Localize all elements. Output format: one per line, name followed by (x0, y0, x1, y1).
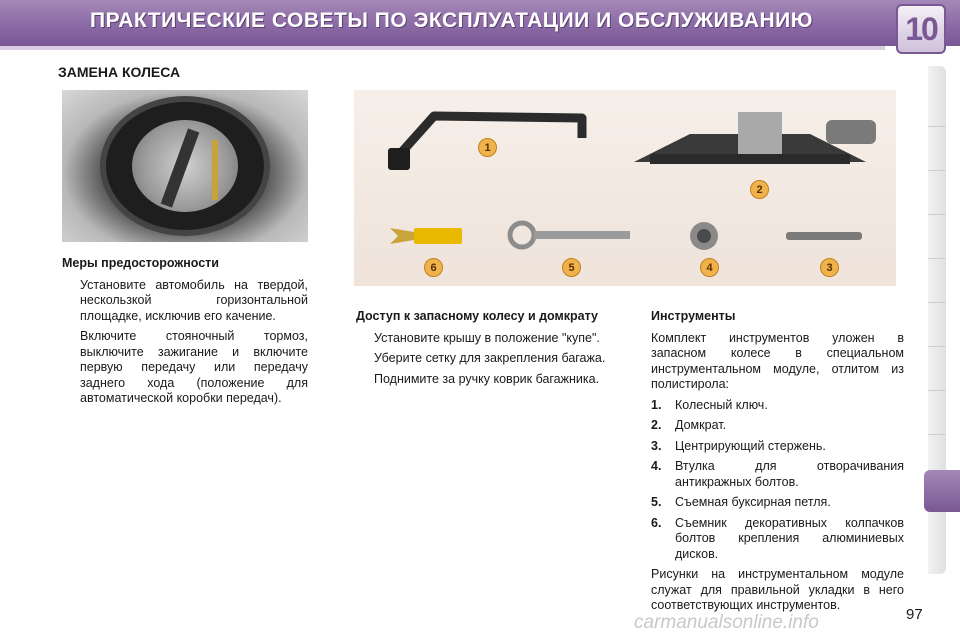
tools-illustration (354, 90, 896, 286)
bullet-icon (356, 331, 374, 347)
anti-theft-socket-image (688, 218, 724, 254)
tool-item (651, 459, 904, 490)
chapter-badge: 10 (896, 4, 946, 54)
page-number: 97 (906, 606, 923, 623)
precautions-heading: Меры предосторожности (62, 256, 219, 270)
tool-item-number: 3. (651, 438, 662, 453)
tool-item-number: 6. (651, 515, 662, 530)
tool-item-number: 5. (651, 495, 662, 509)
tab-divider (928, 258, 946, 259)
active-chapter-tab[interactable] (924, 470, 960, 512)
list-item-text: Поднимите за ручку коврик багажника. (374, 371, 600, 386)
tab-divider (928, 390, 946, 391)
tools-section (651, 309, 904, 619)
photo-tool (212, 140, 218, 200)
tool-item (651, 516, 904, 563)
list-item-text: Включите стояночный тормоз, выключите зажигание и включите первую передачу или передачу заднего хода (положение для автоматической коробки передач). (80, 329, 308, 405)
tool-item (651, 418, 904, 434)
tool-item-number: 4. (651, 459, 662, 473)
tool-item-text: Домкрат. (675, 418, 727, 432)
bullet-icon (62, 278, 80, 325)
tab-divider (928, 302, 946, 303)
tool-item-number: 1. (651, 397, 662, 412)
callout-6: 6 (424, 258, 443, 277)
tools-intro: Комплект инструментов уложен в запасном колесе в специальном инструментальном модуле, отлитом из полистирола: (651, 330, 904, 391)
list-item (62, 329, 308, 407)
callout-1: 1 (478, 138, 497, 157)
tool-item-text: Колесный ключ. (675, 397, 768, 412)
tool-item-number: 2. (651, 418, 662, 432)
header-stripe (0, 46, 885, 50)
towing-eye-image (506, 220, 632, 250)
list-item (62, 278, 308, 325)
tool-item-text: Втулка для отворачивания антикражных болтов. (675, 459, 904, 489)
spare-wheel-photo (62, 90, 308, 242)
callout-3: 3 (820, 258, 839, 277)
access-section (356, 309, 608, 392)
tools-outro: Рисунки на инструментальном модуле служат для правильной укладки в него соответствующих инструментов. (651, 567, 904, 612)
bullet-icon (62, 329, 80, 407)
jack-image (630, 104, 886, 178)
tool-item-text: Центрирующий стержень. (675, 438, 826, 453)
section-title: ЗАМЕНА КОЛЕСА (58, 64, 181, 80)
tool-item (651, 439, 904, 455)
tab-divider (928, 170, 946, 171)
callout-4: 4 (700, 258, 719, 277)
page-title: ПРАКТИЧЕСКИЕ СОВЕТЫ ПО ЭКСПЛУАТАЦИИ И ОБСЛУЖИВАНИЮ (90, 9, 813, 32)
list-item-text: Установите крышу в положение "купе". (374, 330, 600, 345)
tab-divider (928, 346, 946, 347)
callout-5: 5 (562, 258, 581, 277)
callout-2: 2 (750, 180, 769, 199)
tool-item (651, 398, 904, 414)
list-item (356, 351, 608, 367)
watermark: carmanualsonline.info (634, 612, 819, 633)
centring-rod-image (784, 228, 864, 244)
tab-divider (928, 434, 946, 435)
list-item (356, 331, 608, 347)
access-heading: Доступ к запасному колесу и домкрату (356, 309, 598, 323)
tool-item-text: Съемная буксирная петля. (675, 495, 831, 509)
tab-divider (928, 126, 946, 127)
tool-item (651, 495, 904, 511)
bullet-icon (356, 351, 374, 367)
bullet-icon (356, 372, 374, 388)
precautions-section (62, 256, 308, 412)
list-item-text: Уберите сетку для закрепления багажа. (374, 351, 606, 365)
tool-item-text: Съемник декоративных колпачков болтов крепления алюминиевых дисков. (675, 515, 904, 561)
cap-remover-image (388, 222, 464, 250)
page-header (0, 0, 960, 58)
list-item (356, 372, 608, 388)
tab-divider (928, 214, 946, 215)
list-item-text: Установите автомобиль на твердой, нескользкой горизонтальной площадке, исключив его качение. (80, 277, 308, 323)
tools-heading: Инструменты (651, 309, 736, 323)
